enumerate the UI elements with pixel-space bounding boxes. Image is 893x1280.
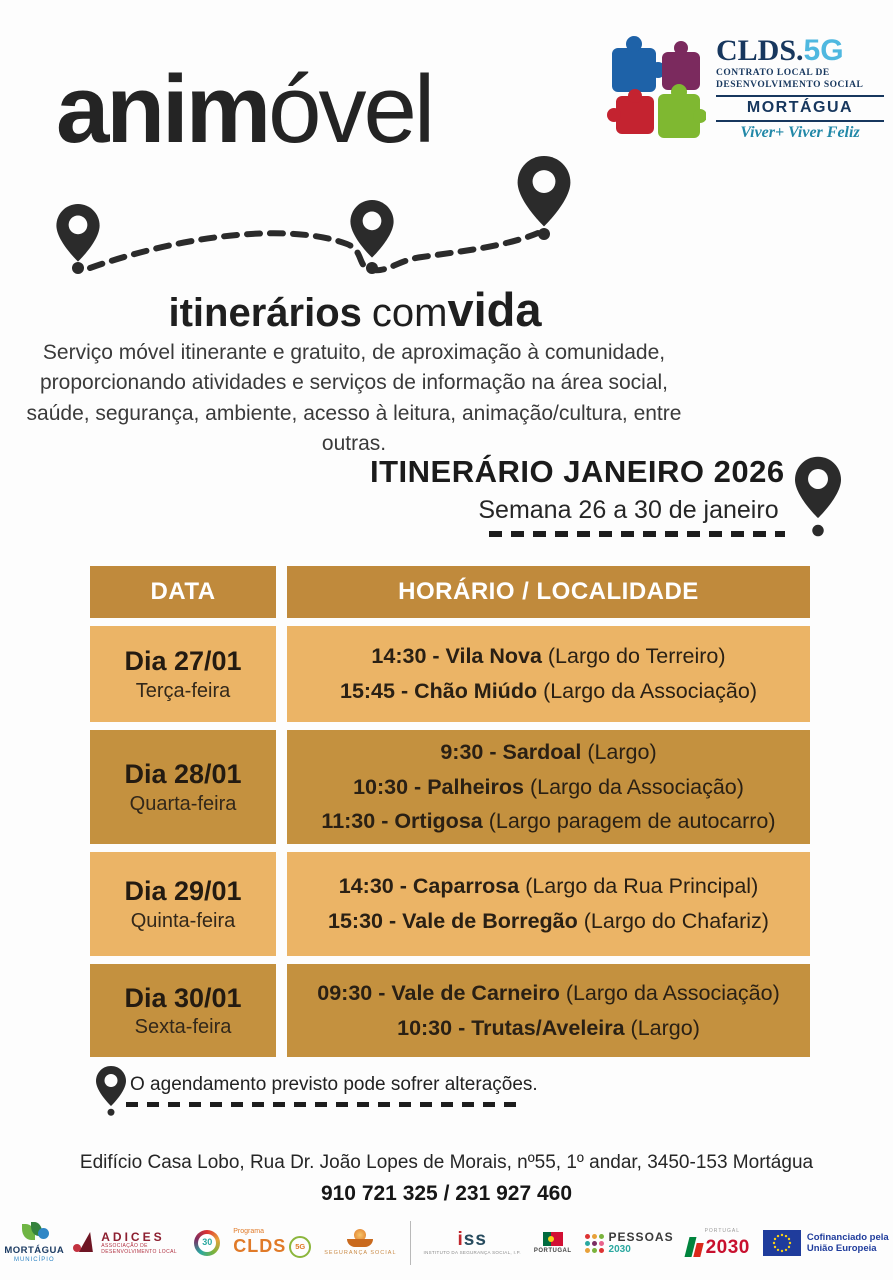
logo-programa-clds [233,1228,311,1258]
table-row-date [90,626,276,722]
clds-5g: 5G [803,34,844,67]
logo-seguranca-social [324,1229,396,1256]
logo-adices [77,1231,181,1255]
map-pin-icon [350,200,393,258]
logo-iss [424,1230,521,1256]
row-weekday: Quinta-feira [130,909,236,932]
logo-30-anos-badge [194,1230,220,1256]
entry-time-place: 15:30 - Vale de Borregão [328,909,578,933]
route-map-pins-graphic [52,146,572,286]
table-row-date [90,730,276,844]
entry-location-detail: (Largo) [624,1015,700,1040]
seguranca-social-icon [347,1229,373,1247]
itinerary-subtitle: Semana 26 a 30 de janeiro [478,496,779,524]
map-pin-icon [795,456,841,538]
dashed-divider [126,1102,522,1107]
table-row-entries [287,730,810,844]
schedule-entry [340,674,757,709]
tagline [0,282,710,337]
logo-uniao-europeia [763,1230,889,1256]
intro-text: Serviço móvel itinerante e gratuito, de aproximação à comunidade, proporcionando atividades e serviços de informação na área social, saúde, segurança, ambiente, acesso à leitura, animação/cultura, entre outras. [26,341,682,456]
map-pin-icon [96,1066,126,1116]
entry-location-detail: (Largo paragem de autocarro) [482,809,776,834]
schedule-entry [371,639,725,674]
portugal2030-top-label: PORTUGAL [704,1228,740,1235]
logo-pessoas-2030 [585,1231,674,1255]
tagline-vida: vida [447,283,542,336]
animovel-wordmark [56,56,433,163]
adices-icon [77,1232,97,1254]
logo-portugal-2030 [687,1229,750,1257]
iss-ss: ss [463,1229,487,1251]
pessoas-2030-label: 2030 [608,1244,631,1256]
entry-time-place: 10:30 - Trutas/Aveleira [397,1015,625,1040]
row-weekday: Quarta-feira [129,792,237,815]
row-day: Dia 28/01 [124,759,242,790]
table-row-date [90,852,276,956]
tagline-itinerarios: itinerários [168,291,362,335]
badge-30-icon [194,1230,220,1256]
itinerary-header [370,454,841,538]
address-line: Edifício Casa Lobo, Rua Dr. João Lopes de Morais, nº55, 1º andar, 3450-153 Mortágua [79,1152,814,1173]
row-day: Dia 29/01 [124,876,242,907]
clds-title [716,36,884,66]
mortagua-label: MORTÁGUA [4,1245,65,1257]
eu-cofinancing-label [807,1232,889,1255]
entry-time-place: 14:30 - Vila Nova [371,644,542,669]
clds-subtitle [716,68,884,92]
entry-location-detail: (Largo) [581,739,657,764]
entry-location-detail: (Largo da Rua Principal) [519,874,759,899]
adices-sublabel: ASSOCIAÇÃO DE DESENVOLVIMENTO LOCAL [101,1243,177,1255]
portugal2030-icon [687,1235,703,1257]
portugal2030-label: 2030 [705,1236,750,1258]
schedule-entry [440,735,656,770]
dashed-divider [489,531,785,537]
row-day: Dia 27/01 [124,646,242,677]
table-row-entries [287,626,810,722]
iss-sublabel: INSTITUTO DA SEGURANÇA SOCIAL, I.P. [423,1249,521,1255]
pessoas-dots-icon [585,1234,604,1253]
schedule-table [90,566,810,1057]
entry-time-place: 15:45 - Chão Miúdo [339,679,538,703]
eu-label-line1: Cofinanciado pela [806,1231,889,1243]
entry-time-place: 9:30 - Sardoal [440,739,582,764]
row-weekday: Terça-feira [135,679,231,702]
adices-label: ADICES [101,1229,165,1244]
logo-republica-portuguesa [534,1232,572,1255]
puzzle-pieces-icon [606,36,706,140]
wordmark-light-part: óvel [268,56,433,163]
entry-time-place: 14:30 - Caparrosa [338,874,520,899]
clds-motto: Viver+ Viver Feliz [716,120,884,142]
clds-footer-label: CLDS [233,1235,287,1256]
schedule-entry [317,976,780,1011]
partner-logos-bar [0,1212,893,1274]
phone-numbers: 910 721 325 / 231 927 460 [320,1182,573,1205]
clds-subtitle-line1: CONTRATO LOCAL DE [716,68,830,78]
schedule-entry [339,869,758,904]
table-row-entries [287,964,810,1057]
table-row-date [90,964,276,1057]
column-header-data: DATA [90,566,276,618]
disclaimer-note [96,1066,566,1107]
logo-mortagua-municipio [4,1222,64,1263]
seguranca-social-label: SEGURANÇA SOCIAL [324,1250,397,1257]
vertical-divider [410,1221,411,1265]
note-text: O agendamento previsto pode sofrer alterações. [130,1074,538,1095]
schedule-entry [397,1011,700,1046]
mortagua-sublabel: MUNICÍPIO [13,1256,55,1263]
entry-time-place: 11:30 - Ortigosa [321,809,483,834]
portugal-flag-icon [543,1232,563,1246]
eu-flag-icon [763,1230,801,1256]
column-header-horario-localidade: HORÁRIO / LOCALIDADE [287,566,810,618]
entry-location-detail: (Largo do Terreiro) [541,644,726,669]
map-pin-icon [56,204,99,262]
entry-location-detail: (Largo da Associação) [559,980,780,1005]
wordmark-bold-part: anim [56,56,269,163]
badge-30-number: 30 [198,1234,216,1252]
eu-label-line2: União Europeia [806,1243,877,1254]
table-row-entries [287,852,810,956]
clds-5g-badge: 5G [289,1236,311,1258]
entry-location-detail: (Largo da Associação) [523,774,744,799]
mortagua-leaves-icon [19,1222,49,1244]
clds-subtitle-line2: DESENVOLVIMENTO SOCIAL [716,79,864,90]
entry-location-detail: (Largo do Chafariz) [577,909,769,933]
row-weekday: Sexta-feira [134,1016,232,1039]
iss-i: i [457,1229,464,1251]
schedule-entry [353,770,744,805]
schedule-entry [328,904,769,939]
clds5g-logo [606,36,888,142]
portugal-label: PORTUGAL [533,1247,572,1254]
map-pin-icon [518,156,571,226]
pessoas-label: PESSOAS [608,1229,674,1244]
tagline-com: com [371,291,448,335]
clds-region: MORTÁGUA [716,95,884,117]
row-day: Dia 30/01 [124,982,242,1013]
itinerary-title: ITINERÁRIO JANEIRO 2026 [370,454,785,489]
clds-name: CLDS. [716,34,804,67]
entry-time-place: 10:30 - Palheiros [353,774,524,799]
entry-location-detail: (Largo da Associação) [537,679,757,703]
iss-label [457,1230,486,1251]
schedule-entry [321,804,775,839]
clds-programa-label: Programa [233,1228,264,1236]
entry-time-place: 09:30 - Vale de Carneiro [317,980,560,1005]
